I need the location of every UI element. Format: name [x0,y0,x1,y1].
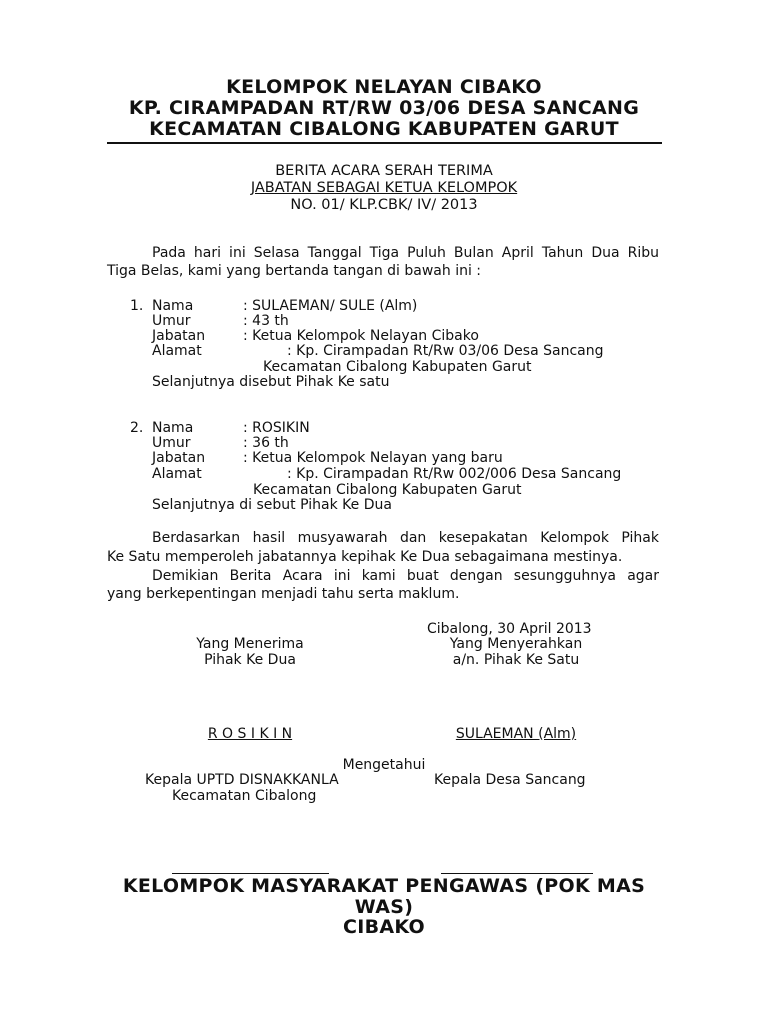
party2-nama-value: : ROSIKIN [243,420,310,436]
body-p1-line-2: Ke Satu memperoleh jabatannya kepihak Ke Dua sebagaimana mestinya. [107,549,623,565]
place-date: Cibalong, 30 April 2013 [427,621,592,637]
official-right-title: Kepala Desa Sancang [434,772,586,788]
party2-umur-label: Umur [152,435,191,451]
acknowledged-label: Mengetahui [342,757,426,773]
party1-alamat-cont: Kecamatan Cibalong Kabupaten Garut [263,359,532,375]
header-district: KECAMATAN CIBALONG KABUPATEN GARUT [149,118,619,140]
giver-role: Yang Menyerahkan [449,636,583,652]
party1-number: 1. [130,298,144,314]
party2-note: Selanjutnya di sebut Pihak Ke Dua [152,497,392,513]
doc-subtitle: JABATAN SEBAGAI KETUA KELOMPOK [250,180,518,196]
giver-name: SULAEMAN (Alm) [455,726,577,742]
receiver-role: Yang Menerima [196,636,304,652]
party2-nama-label: Nama [152,420,194,436]
party1-jabatan-label: Jabatan [152,328,206,344]
party2-jabatan-value: : Ketua Kelompok Nelayan yang baru [243,450,503,466]
party2-alamat-label: Alamat [152,466,202,482]
doc-number: NO. 01/ KLP.CBK/ IV/ 2013 [290,197,478,213]
party1-nama-value: : SULAEMAN/ SULE (Alm) [243,298,418,314]
party1-umur-value: : 43 th [243,313,289,329]
official-left-title: Kepala UPTD DISNAKKANLA [145,772,339,788]
header-address: KP. CIRAMPADAN RT/RW 03/06 DESA SANCANG [128,97,640,119]
body-p2-line-1: Demikian Berita Acara ini kami buat dengan sesungguhnya agar [152,568,659,584]
receiver-party: Pihak Ke Dua [204,652,296,668]
footer-title-line-2: WAS) [354,896,414,918]
official-left-district: Kecamatan Cibalong [172,788,317,804]
party1-nama-label: Nama [152,298,194,314]
party2-umur-value: : 36 th [243,435,289,451]
party1-alamat-label: Alamat [152,343,202,359]
header-group-name: KELOMPOK NELAYAN CIBAKO [226,76,542,98]
party1-note: Selanjutnya disebut Pihak Ke satu [152,374,390,390]
header-divider [107,142,662,144]
party2-alamat-value: : Kp. Cirampadan Rt/Rw 002/006 Desa Sancang [287,466,622,482]
signature-line-right [441,873,593,874]
party1-alamat-value: : Kp. Cirampadan Rt/Rw 03/06 Desa Sancang [287,343,604,359]
party2-number: 2. [130,420,144,436]
party2-jabatan-label: Jabatan [152,450,206,466]
party1-umur-label: Umur [152,313,191,329]
footer-title-line-1: KELOMPOK MASYARAKAT PENGAWAS (POK MAS [122,875,646,897]
footer-title-line-3: CIBAKO [342,916,426,938]
doc-title: BERITA ACARA SERAH TERIMA [275,163,493,179]
signature-line-left [172,873,329,874]
receiver-name: R O S I K I N [207,726,293,742]
party2-alamat-cont: Kecamatan Cibalong Kabupaten Garut [253,482,522,498]
intro-line-1: Pada hari ini Selasa Tanggal Tiga Puluh Bulan April Tahun Dua Ribu [152,245,659,261]
body-p1-line-1: Berdasarkan hasil musyawarah dan kesepakatan Kelompok Pihak [152,530,659,546]
party1-jabatan-value: : Ketua Kelompok Nelayan Cibako [243,328,479,344]
intro-line-2: Tiga Belas, kami yang bertanda tangan di bawah ini : [107,263,482,279]
body-p2-line-2: yang berkepentingan menjadi tahu serta maklum. [107,586,460,602]
giver-party: a/n. Pihak Ke Satu [452,652,580,668]
